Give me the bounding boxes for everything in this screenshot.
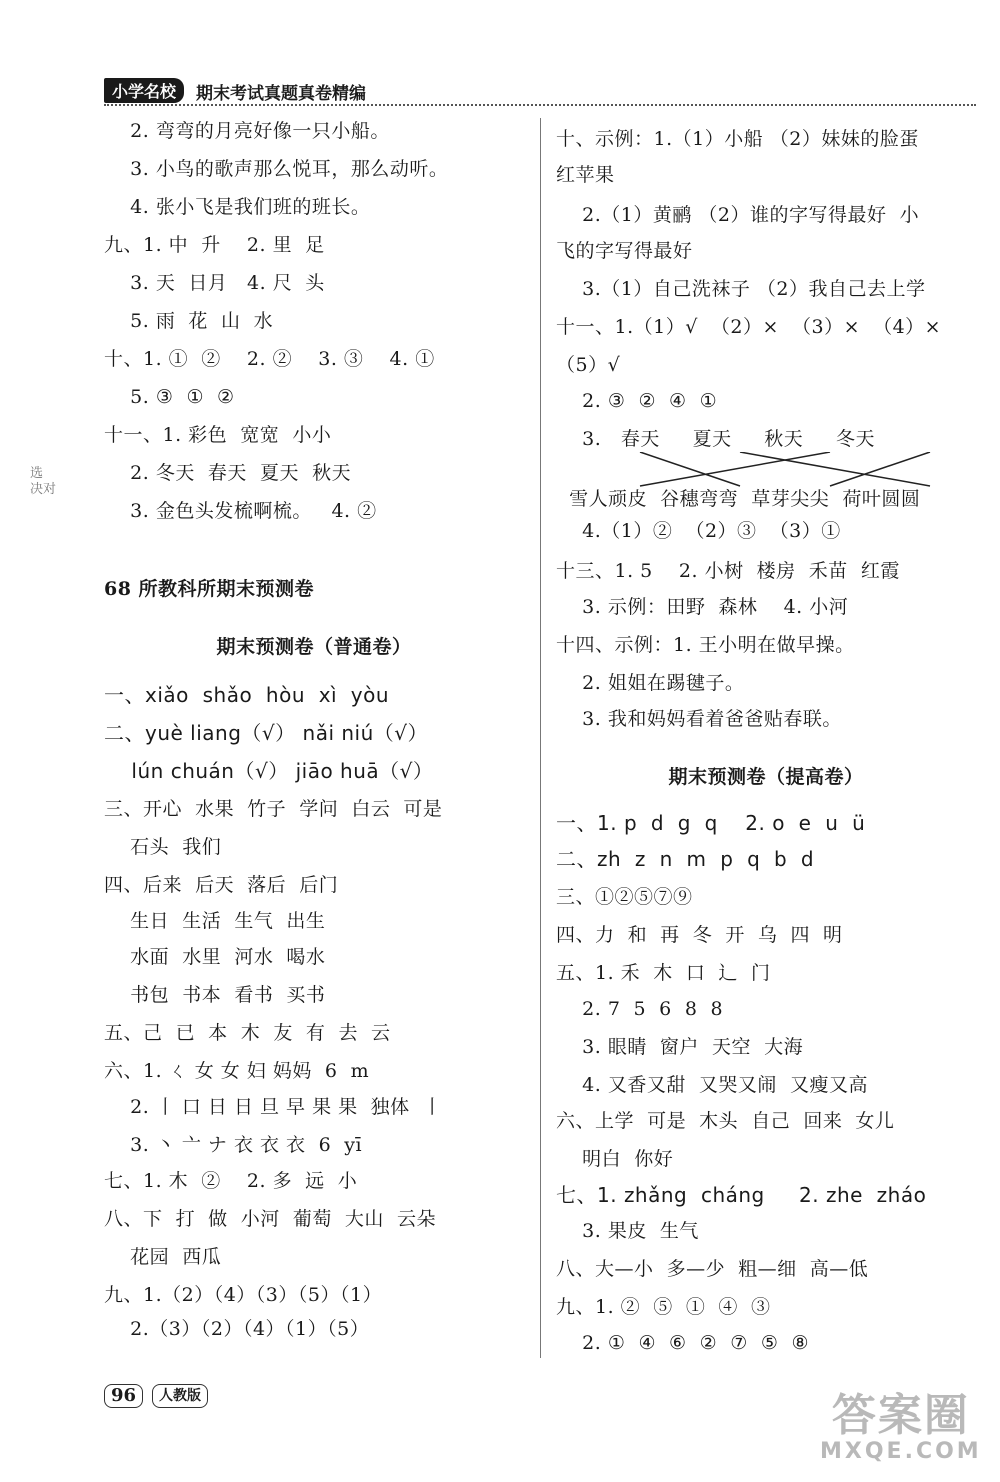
answer-line: 2. ③ ② ④ ① [556,390,718,412]
answer-line: 2. 弯弯的月亮好像一只小船。 [104,120,390,142]
answer-line: 八、大—小 多—少 粗—细 高—低 [556,1258,869,1280]
answer-line: 一、1. p d g q 2. o e u ü [556,811,866,835]
answer-line: 3. 金色头发梳啊梳。 4. ② [104,500,377,522]
answer-line: 明白 你好 [556,1148,674,1170]
answer-line: 2. 姐姐在踢毽子。 [556,672,745,694]
site-watermark: 答案圈 MXQE.COM [820,1390,982,1464]
answer-line: 4.（1）② （2）③ （3）① [556,520,841,542]
answer-line: 2. 7 5 6 8 8 [556,998,724,1020]
answer-line: 二、yuè liang（√） nǎi niú（√） [104,721,429,745]
answer-line: 3. 眼睛 窗户 天空 大海 [556,1036,804,1058]
answer-line: 4. 又香又甜 又哭又闹 又瘦又高 [556,1074,868,1096]
answer-line: 3. 小鸟的歌声那么悦耳，那么动听。 [104,158,449,180]
column-divider [540,118,541,1358]
match-line [740,452,930,486]
answer-line: 生日 生活 生气 出生 [104,910,326,932]
answer-line: 十、示例：1.（1）小船 （2）妹妹的脸蛋 [556,128,919,150]
answer-line: 2. 丨 口 日 日 旦 早 果 果 独体 丨 [104,1096,443,1118]
answer-line: 2.（3）（2）（4）（1）（5） [104,1318,370,1340]
answer-line: 九、1.（2）（4）（3）（5）（1） [104,1284,383,1306]
answer-line: 2. 冬天 春天 夏天 秋天 [104,462,352,484]
answer-line: 五、己 已 本 木 友 有 去 云 [104,1022,391,1044]
answer-line: 二、zh z n m p q b d [556,847,815,871]
answer-line: 五、1. 禾 木 口 辶 门 [556,962,771,984]
answer-line: 3. 示例：田野 森林 4. 小河 [556,596,849,618]
answer-line: 十四、示例：1. 王小明在做早操。 [556,634,855,656]
answer-line: 四、力 和 再 冬 开 乌 四 明 [556,924,843,946]
header-title: 期末考试真题真卷精编 [196,84,366,104]
answer-line: 书包 书本 看书 买书 [104,984,326,1006]
page-header [104,76,976,106]
answer-line: 花园 西瓜 [104,1246,222,1268]
answer-line: 四、后来 后天 落后 后门 [104,874,339,896]
match-line [640,452,830,486]
answer-line: 十、1. ① ② 2. ② 3. ③ 4. ① [104,348,435,370]
answer-line: 3. 我和妈妈看着爸爸贴春联。 [556,708,842,730]
answer-line: 六、1. ㄑ 女 女 妇 妈妈 6 m [104,1060,370,1082]
answer-line: （5）√ [556,354,621,376]
match-line [830,452,930,486]
section-title: 68 所教科所期末预测卷 [104,578,315,600]
answer-line: 一、xiǎo shǎo hòu xì yòu [104,683,390,707]
answer-line: 三、①②⑤⑦⑨ [556,886,693,908]
answer-line: 5. 雨 花 山 水 [104,310,274,332]
match-line [640,452,740,486]
answer-line: 2. ① ④ ⑥ ② ⑦ ⑤ ⑧ [556,1332,810,1354]
answer-line: 六、上学 可是 木头 自己 回来 女儿 [556,1110,895,1132]
brand-badge: 小学名校 [104,78,184,103]
answer-line: 九、1. 中 升 2. 里 足 [104,234,325,256]
answer-line: 3.（1）自己洗袜子 （2）我自己去上学 [556,278,926,300]
answer-line: 2.（1）黄鹂 （2）谁的字写得最好 小 [556,204,920,226]
answer-line: 石头 我们 [104,836,222,858]
answer-line: 3. 春天 夏天 秋天 冬天 [556,428,875,450]
answer-line: 七、1. zhǎng cháng 2. zhe zháo [556,1183,927,1207]
answer-line: 九、1. ② ⑤ ① ④ ③ [556,1296,771,1318]
answer-line: 十一、1.（1）√ （2）× （3）× （4）× [556,316,942,338]
edition-badge: 人教版 [152,1384,208,1408]
answer-line: 七、1. 木 ② 2. 多 远 小 [104,1170,358,1192]
matching-lines [600,452,970,492]
answer-line: 3. 果皮 生气 [556,1220,699,1242]
answer-line: 八、下 打 做 小河 葡萄 大山 云朵 [104,1208,436,1230]
subsection-title: 期末预测卷（提高卷） [668,766,864,788]
answer-line: 5. ③ ① ② [104,386,235,408]
answer-line: 飞的字写得最好 [556,240,693,262]
answer-line: 4. 张小飞是我们班的班长。 [104,196,371,218]
subsection-title: 期末预测卷（普通卷） [216,636,412,658]
answer-line: 红苹果 [556,164,615,186]
answer-line: 3. 丶 亠 ナ 衣 衣 衣 6 yī [104,1134,363,1156]
answer-line: lún chuán（√） jiāo huā（√） [104,759,434,783]
answer-line: 十三、1. 5 2. 小树 楼房 禾苗 红霞 [556,560,900,582]
answer-line: 三、开心 水果 竹子 学问 白云 可是 [104,798,443,820]
stamp-mark: 选 决对 [30,466,57,497]
answer-line: 十一、1. 彩色 宽宽 小小 [104,424,332,446]
answer-line: 3. 天 日月 4. 尺 头 [104,272,325,294]
page-number: 96 [104,1384,143,1408]
answer-line: 水面 水里 河水 喝水 [104,946,326,968]
answer-line: 雪人顽皮 谷穗弯弯 草芽尖尖 荷叶圆圆 [556,488,921,510]
